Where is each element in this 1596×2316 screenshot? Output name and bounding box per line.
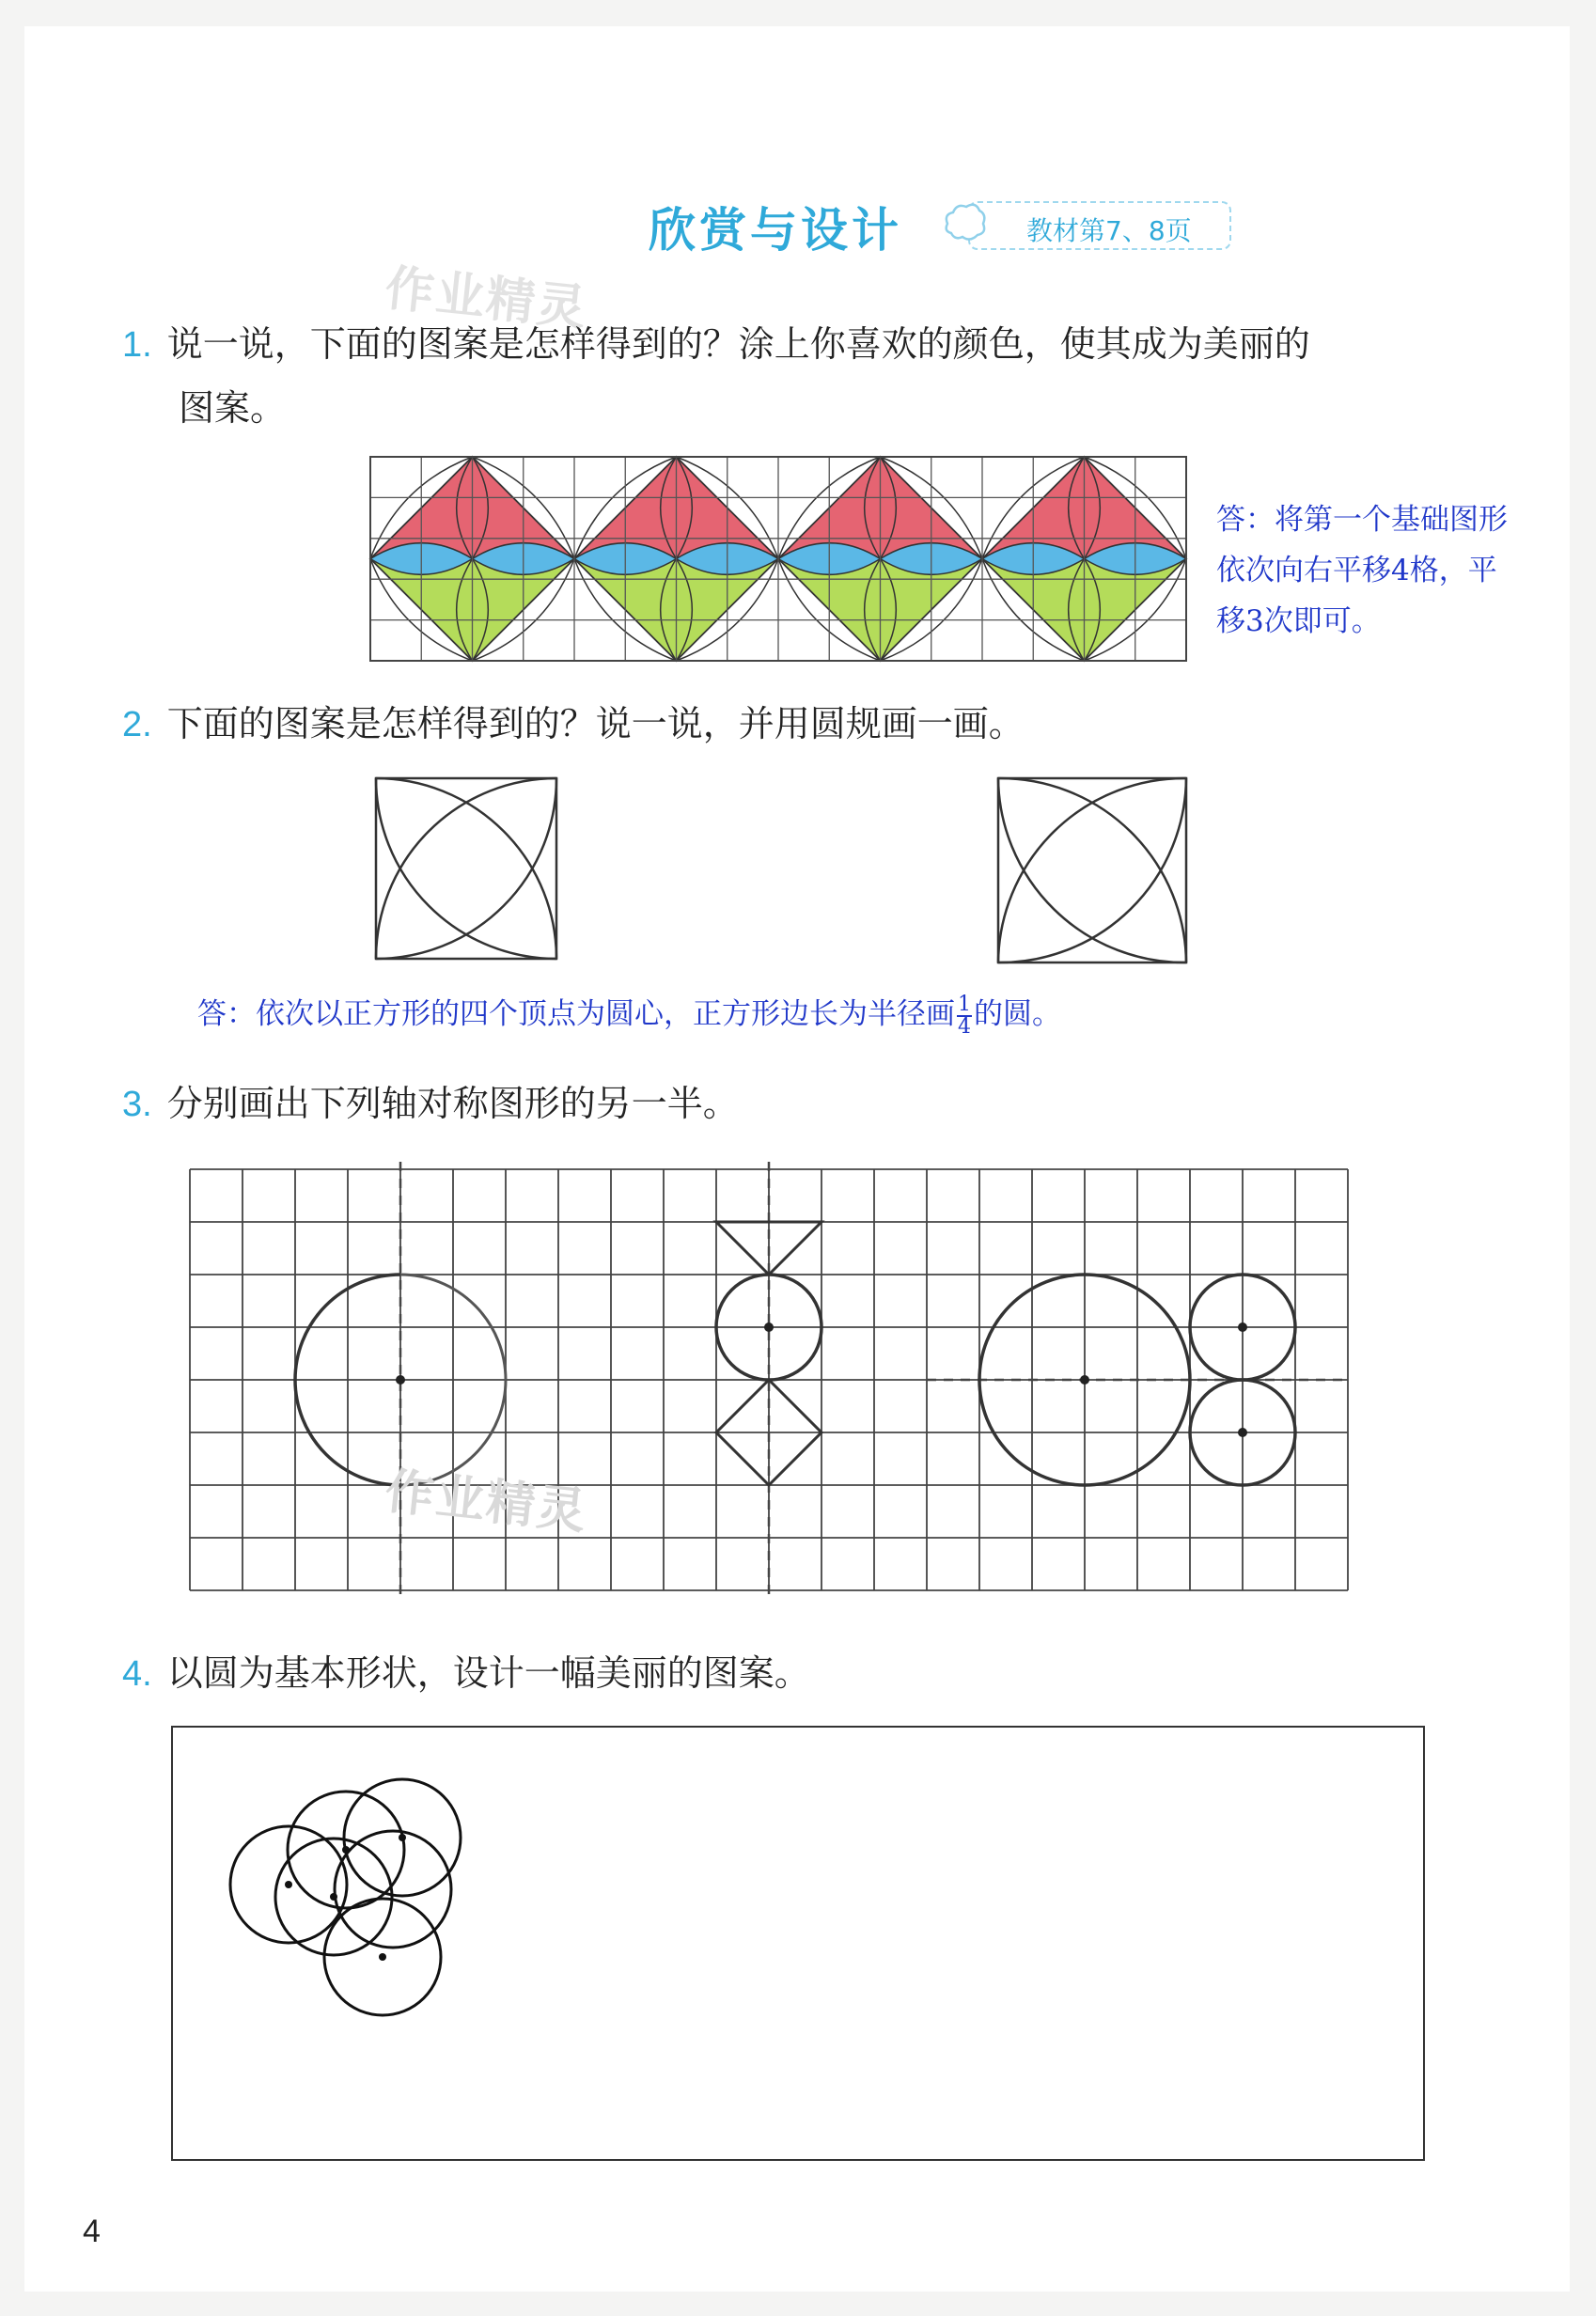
- fraction-numerator: 1: [958, 992, 971, 1016]
- question-3: [122, 1072, 739, 1136]
- arc-square-figure-left: [376, 778, 556, 959]
- question-2: [122, 692, 1025, 757]
- answer-line: 答：将第一个基础图形: [1216, 503, 1508, 537]
- watermark: 作业精灵: [382, 259, 590, 338]
- question-number: 1.: [122, 325, 152, 365]
- answer-1: [1216, 494, 1508, 647]
- watermark: 作业精灵: [382, 1463, 590, 1541]
- question-text: 以圆为基本形状，设计一幅美丽的图案。: [166, 1652, 810, 1694]
- question-number: 3.: [122, 1085, 152, 1124]
- cloud-icon: [942, 199, 989, 246]
- answer-line: 依次向右平移4格，平: [1216, 554, 1497, 587]
- textbook-page-badge: [968, 201, 1231, 250]
- answer-line: 移3次即可。: [1216, 604, 1381, 638]
- question-text: 说一说，下面的图案是怎样得到的？涂上你喜欢的颜色，使其成为美丽的: [166, 323, 1310, 365]
- answer-2: [197, 989, 1061, 1040]
- fraction-denominator: 4: [958, 1014, 971, 1039]
- question-4: [122, 1641, 810, 1706]
- circle-design-drawing: [216, 1767, 489, 2040]
- page-number: 4: [83, 2214, 101, 2249]
- badge-label: 教材第7、8页: [1026, 215, 1192, 246]
- question-number: 4.: [122, 1654, 152, 1694]
- page-title: 欣赏与设计: [649, 203, 902, 258]
- question-text: 下面的图案是怎样得到的？说一说，并用圆规画一画。: [166, 703, 1025, 744]
- translation-pattern-figure: [368, 455, 1186, 664]
- answer-text: 答：依次以正方形的四个顶点为圆心，正方形边长为半径画: [197, 997, 955, 1031]
- question-1: [122, 312, 1438, 377]
- question-1-line2: 图案。: [179, 387, 287, 429]
- answer-text: 的圆。: [974, 997, 1061, 1031]
- fraction-one-quarter: [957, 994, 972, 1038]
- symmetry-grid-figure: [188, 1167, 1349, 1581]
- question-number: 2.: [122, 705, 152, 744]
- question-text: 分别画出下列轴对称图形的另一半。: [166, 1083, 739, 1124]
- arc-square-figure-right: [998, 778, 1186, 962]
